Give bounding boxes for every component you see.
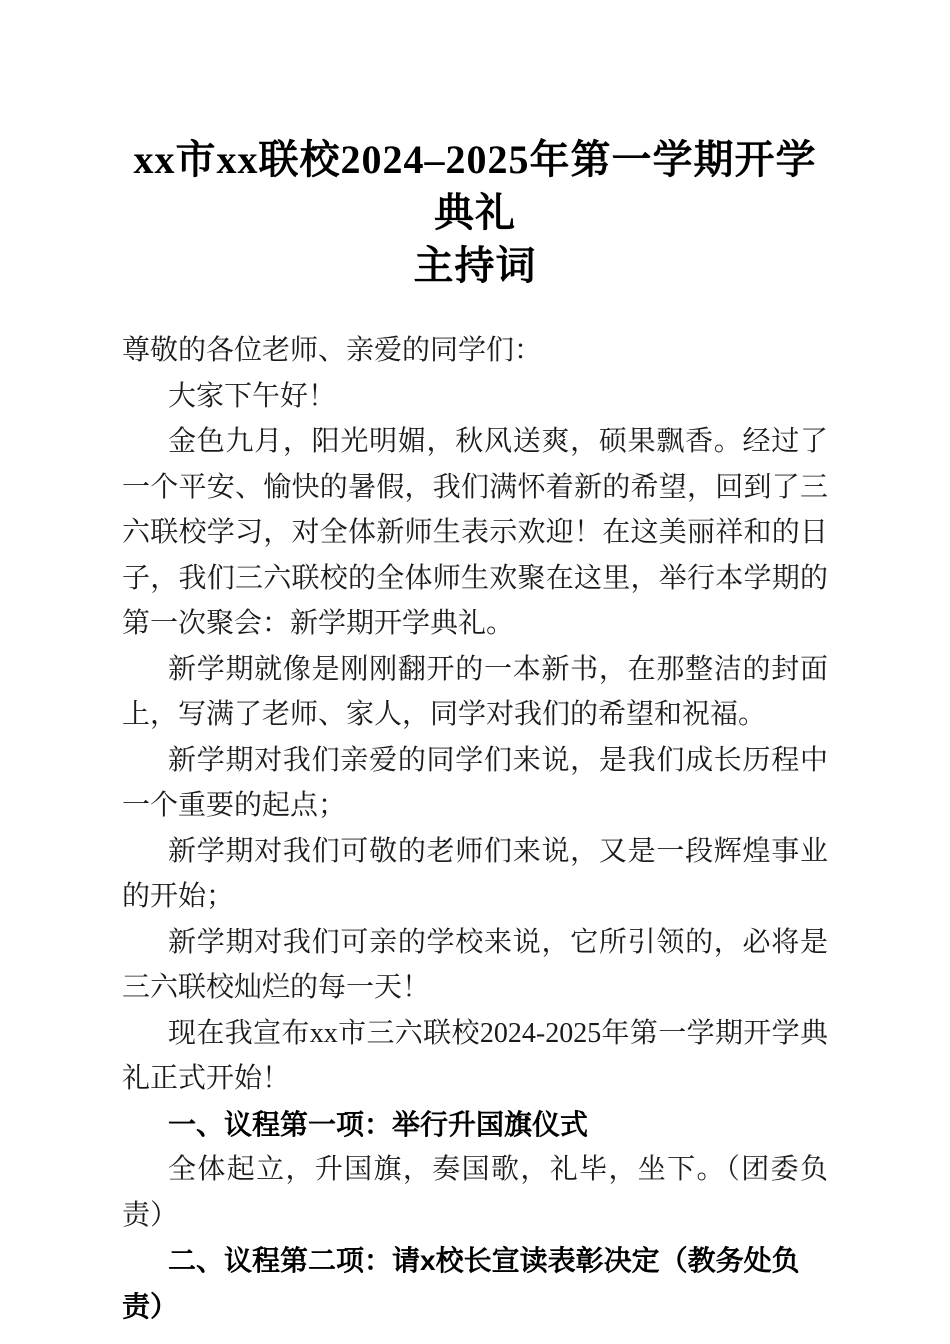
document-title-line-1: xx市xx联校2024–2025年第一学期开学典礼 bbox=[133, 137, 817, 235]
agenda-item-1-heading: 一、议程第一项：举行升国旗仪式 bbox=[168, 1108, 589, 1140]
document-title bbox=[122, 133, 828, 292]
paragraph-salutation: 尊敬的各位老师、亲爱的同学们： bbox=[122, 335, 543, 366]
paragraph-greeting: 大家下午好！ bbox=[168, 380, 337, 412]
document-title-line-2: 主持词 bbox=[413, 243, 537, 288]
agenda-item-2-heading: 二、议程第二项：请x校长宣读表彰决定（教务处负责） bbox=[122, 1245, 800, 1322]
paragraph-new-book-metaphor: 新学期就像是刚刚翻开的一本新书，在那整洁的封面上，写满了老师、家人，同学对我们的希望和祝福。 bbox=[122, 653, 828, 730]
paragraph-welcome: 金色九月，阳光明媚，秋风送爽，硕果飘香。经过了一个平安、愉快的暑假，我们满怀着新的希望，回到了三六联校学习，对全体新师生表示欢迎！在这美丽祥和的日子，我们三六联校的全体师生欢聚在这里，举行本学期的第一次聚会：新学期开学典礼。 bbox=[122, 426, 828, 639]
paragraph-announcement: 现在我宣布xx市三六联校2024-2025年第一学期开学典礼正式开始！ bbox=[122, 1017, 828, 1094]
paragraph-for-teachers: 新学期对我们可敬的老师们来说，又是一段辉煌事业的开始； bbox=[122, 835, 828, 912]
paragraph-for-school: 新学期对我们可亲的学校来说，它所引领的，必将是三六联校灿烂的每一天！ bbox=[122, 926, 828, 1003]
paragraph-for-students: 新学期对我们亲爱的同学们来说，是我们成长历程中一个重要的起点； bbox=[122, 744, 828, 821]
document-body bbox=[122, 328, 828, 1329]
agenda-item-1-detail: 全体起立，升国旗，奏国歌，礼毕，坐下。（团委负责） bbox=[122, 1154, 828, 1231]
